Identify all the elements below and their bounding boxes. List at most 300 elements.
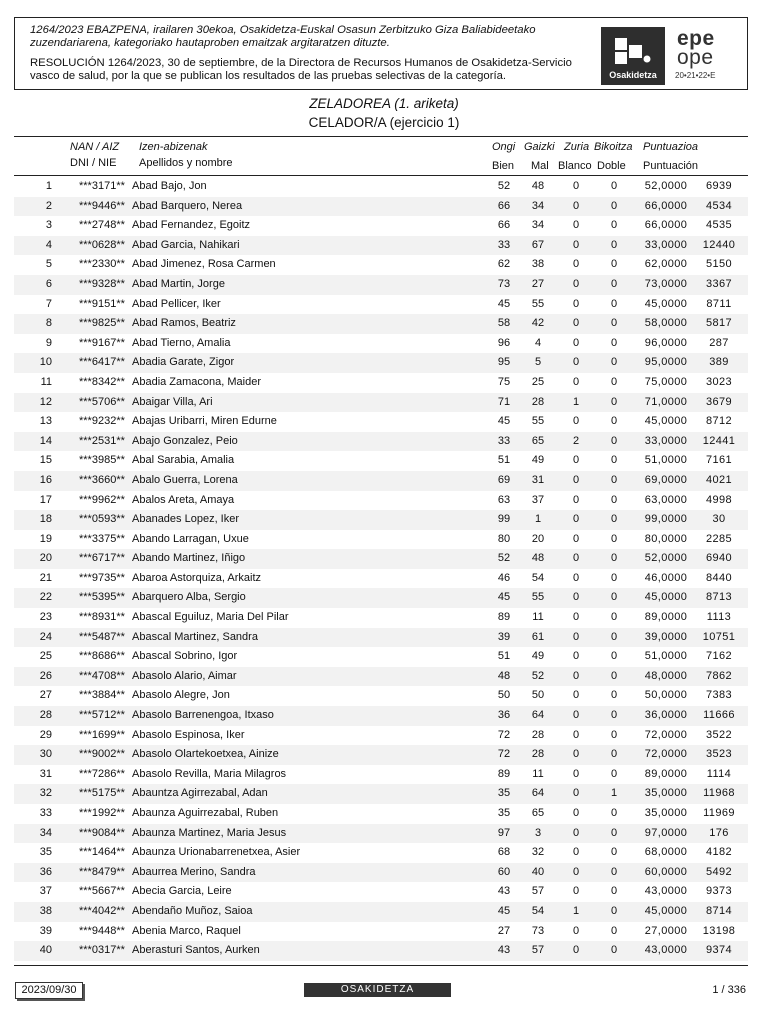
row-bien: 97 [497, 826, 511, 839]
row-name: Abasolo Alario, Aimar [132, 669, 237, 682]
row-name: Abaroa Astorquiza, Arkaitz [132, 571, 262, 584]
row-rank: 11666 [703, 709, 735, 722]
row-doble: 0 [610, 493, 618, 506]
row-number: 1 [45, 180, 52, 192]
table-row [14, 706, 748, 726]
results-table [14, 177, 748, 961]
row-bien: 35 [497, 787, 511, 800]
row-bien: 52 [497, 180, 511, 192]
row-blanco: 0 [572, 689, 580, 702]
row-doble: 0 [610, 434, 618, 447]
row-bien: 43 [497, 944, 511, 957]
row-number: 36 [39, 865, 52, 878]
row-number: 5 [45, 258, 52, 271]
row-name: Abasolo Revilla, Maria Milagros [132, 767, 287, 780]
row-number: 3 [45, 219, 52, 232]
row-blanco: 0 [572, 532, 580, 545]
row-doble: 0 [610, 630, 618, 643]
row-mal: 28 [531, 395, 545, 408]
row-doble: 0 [610, 669, 618, 682]
row-name: Abenia Marco, Raquel [132, 924, 241, 937]
osakidetza-logo [601, 27, 665, 85]
row-bien: 72 [497, 728, 511, 741]
row-mal: 28 [531, 728, 545, 741]
row-bien: 52 [497, 552, 511, 565]
row-dni: ***5395** [79, 591, 125, 604]
row-score: 80,0000 [644, 532, 688, 545]
table-row [14, 863, 748, 883]
col-header-punt-es: Puntuación [643, 160, 699, 172]
row-bien: 96 [497, 336, 511, 349]
row-mal: 28 [531, 748, 545, 761]
row-mal: 49 [531, 650, 545, 663]
row-blanco: 0 [572, 415, 580, 428]
row-number: 15 [39, 454, 52, 467]
row-blanco: 0 [572, 826, 580, 839]
row-doble: 0 [610, 219, 618, 232]
row-bien: 45 [497, 591, 511, 604]
row-bien: 66 [497, 199, 511, 212]
table-row [14, 647, 748, 667]
row-score: 89,0000 [644, 611, 688, 624]
row-mal: 25 [531, 375, 545, 388]
row-dni: ***9328** [79, 277, 125, 290]
row-name: Abanades Lopez, Iker [132, 513, 240, 526]
row-bien: 89 [497, 767, 511, 780]
row-mal: 55 [531, 297, 545, 310]
table-row [14, 373, 748, 393]
row-mal: 27 [531, 277, 545, 290]
row-blanco: 2 [572, 434, 580, 447]
row-score: 45,0000 [644, 904, 688, 917]
row-blanco: 0 [572, 513, 580, 526]
row-score: 33,0000 [644, 238, 688, 251]
row-dni: ***0593** [79, 513, 125, 526]
row-name: Abajas Uribarri, Miren Edurne [132, 415, 277, 428]
row-rank: 4998 [705, 493, 733, 506]
row-dni: ***5712** [79, 709, 125, 722]
page-title-eu: ZELADOREA (1. ariketa) [309, 96, 459, 111]
row-name: Abando Larragan, Uxue [132, 532, 249, 545]
row-number: 12 [39, 395, 52, 408]
row-bien: 45 [497, 415, 511, 428]
row-blanco: 0 [572, 493, 580, 506]
row-doble: 1 [610, 787, 618, 800]
table-row [14, 941, 748, 961]
row-rank: 6940 [705, 552, 733, 565]
row-blanco: 0 [572, 885, 580, 898]
row-blanco: 0 [572, 767, 580, 780]
row-dni: ***9151** [79, 297, 125, 310]
row-name: Abad Martin, Jorge [132, 277, 225, 290]
row-score: 63,0000 [644, 493, 688, 506]
row-rank: 12441 [702, 434, 736, 447]
row-doble: 0 [610, 885, 618, 898]
row-score: 89,0000 [644, 767, 688, 780]
row-name: Abasolo Alegre, Jon [132, 689, 230, 702]
row-dni: ***3884** [79, 689, 125, 702]
row-number: 22 [39, 591, 52, 604]
table-row [14, 353, 748, 373]
row-name: Abaunza Aguirrezabal, Ruben [132, 807, 279, 819]
row-rank: 1114 [706, 767, 732, 780]
table-row [14, 432, 748, 452]
row-name: Abascal Martinez, Sandra [132, 630, 258, 643]
row-rank: 7162 [705, 650, 733, 663]
table-row [14, 667, 748, 687]
row-score: 45,0000 [644, 415, 688, 428]
row-rank: 30 [712, 513, 726, 526]
row-doble: 0 [610, 689, 618, 702]
row-doble: 0 [610, 532, 618, 545]
row-name: Abauntza Agirrezabal, Adan [132, 787, 268, 800]
row-dni: ***6717** [79, 552, 125, 565]
col-header-punt-eu: Puntuazioa [643, 141, 699, 153]
row-blanco: 0 [572, 807, 580, 819]
row-blanco: 0 [572, 297, 580, 310]
row-doble: 0 [610, 650, 618, 663]
row-rank: 7161 [705, 454, 733, 467]
row-blanco: 0 [572, 317, 580, 330]
row-doble: 0 [610, 807, 618, 819]
row-blanco: 0 [572, 180, 580, 192]
row-number: 7 [45, 297, 52, 310]
table-row [14, 275, 748, 295]
row-dni: ***4042** [79, 904, 125, 917]
row-bien: 95 [497, 356, 511, 369]
row-blanco: 1 [572, 904, 580, 917]
row-number: 24 [39, 630, 52, 643]
row-rank: 3522 [705, 728, 733, 741]
table-row [14, 843, 748, 863]
row-score: 66,0000 [644, 199, 688, 212]
row-dni: ***3985** [79, 454, 125, 467]
row-blanco: 0 [572, 258, 580, 271]
row-dni: ***9446** [79, 199, 125, 212]
row-bien: 39 [497, 630, 511, 643]
row-name: Abad Jimenez, Rosa Carmen [132, 258, 276, 271]
row-number: 32 [39, 787, 52, 800]
column-header-divider [14, 175, 748, 176]
row-number: 40 [39, 944, 52, 957]
logo-area [601, 27, 737, 85]
row-mal: 61 [531, 630, 545, 643]
row-dni: ***4708** [79, 669, 125, 682]
row-rank: 287 [709, 336, 729, 349]
row-mal: 64 [531, 787, 545, 800]
row-score: 73,0000 [644, 277, 688, 290]
table-row [14, 608, 748, 628]
row-name: Abasolo Barrenengoa, Itxaso [132, 709, 274, 722]
row-blanco: 0 [572, 611, 580, 624]
row-doble: 0 [610, 865, 618, 878]
row-number: 11 [40, 375, 52, 388]
row-bien: 33 [497, 238, 511, 251]
row-mal: 52 [531, 669, 545, 682]
row-rank: 176 [709, 826, 729, 839]
row-score: 95,0000 [644, 356, 688, 369]
row-doble: 0 [610, 375, 618, 388]
table-row [14, 569, 748, 589]
row-blanco: 0 [572, 591, 580, 604]
row-dni: ***3660** [79, 473, 125, 486]
row-rank: 8712 [705, 415, 733, 428]
row-blanco: 0 [572, 356, 580, 369]
row-name: Abaurrea Merino, Sandra [132, 865, 256, 878]
col-header-blanco-eu: Zuria [564, 141, 590, 153]
epe-logo-line2: ope [677, 46, 714, 69]
row-mal: 57 [531, 944, 545, 957]
row-name: Abad Pellicer, Iker [132, 297, 221, 310]
row-score: 75,0000 [644, 375, 688, 388]
row-number: 14 [39, 434, 52, 447]
row-mal: 67 [531, 238, 545, 251]
row-bien: 68 [497, 846, 511, 859]
row-dni: ***3171** [79, 180, 125, 192]
row-number: 33 [39, 807, 52, 819]
table-row [14, 412, 748, 432]
row-bien: 45 [497, 297, 511, 310]
row-bien: 43 [497, 885, 511, 898]
row-bien: 36 [497, 709, 511, 722]
row-blanco: 0 [572, 277, 580, 290]
row-bien: 80 [497, 532, 511, 545]
row-dni: ***1699** [79, 728, 125, 741]
row-score: 46,0000 [644, 571, 688, 584]
row-doble: 0 [610, 336, 618, 349]
row-rank: 7862 [705, 669, 733, 682]
row-rank: 5492 [705, 865, 733, 878]
row-doble: 0 [610, 846, 618, 859]
row-score: 35,0000 [644, 807, 688, 819]
row-mal: 54 [531, 904, 545, 917]
row-score: 96,0000 [644, 336, 688, 349]
row-number: 6 [45, 277, 52, 290]
row-name: Abendaño Muñoz, Saioa [132, 904, 253, 917]
col-header-bien-es: Bien [492, 160, 515, 172]
row-score: 39,0000 [644, 630, 688, 643]
table-row [14, 197, 748, 217]
row-dni: ***2531** [79, 434, 125, 447]
row-name: Abascal Eguiluz, Maria Del Pilar [132, 611, 289, 624]
row-rank: 2285 [705, 532, 733, 545]
row-number: 28 [39, 709, 52, 722]
row-number: 2 [45, 199, 52, 212]
col-header-dni-es: DNI / NIE [70, 157, 117, 169]
row-rank: 8440 [705, 571, 733, 584]
row-blanco: 0 [572, 473, 580, 486]
row-dni: ***2748** [79, 219, 125, 232]
row-mal: 3 [534, 826, 542, 839]
row-rank: 13198 [702, 924, 736, 937]
row-score: 33,0000 [644, 434, 688, 447]
row-number: 19 [39, 532, 52, 545]
row-name: Abalos Areta, Amaya [132, 493, 235, 506]
row-score: 99,0000 [644, 513, 688, 526]
row-mal: 48 [531, 552, 545, 565]
footer-date: 2023/09/30 [15, 982, 83, 999]
row-rank: 10751 [702, 630, 736, 643]
row-mal: 31 [531, 473, 545, 486]
row-blanco: 0 [572, 630, 580, 643]
row-mal: 11 [532, 611, 544, 624]
row-dni: ***5706** [79, 395, 125, 408]
row-mal: 11 [532, 767, 544, 780]
row-mal: 32 [531, 846, 545, 859]
row-rank: 11968 [703, 787, 735, 800]
row-mal: 73 [531, 924, 545, 937]
row-blanco: 0 [572, 238, 580, 251]
table-row [14, 334, 748, 354]
row-bien: 51 [497, 650, 511, 663]
row-dni: ***9962** [79, 493, 125, 506]
row-name: Abecia Garcia, Leire [132, 885, 232, 898]
row-doble: 0 [610, 277, 618, 290]
row-dni: ***9735** [79, 571, 125, 584]
table-row [14, 824, 748, 844]
row-name: Abaunza Urionabarrenetxea, Asier [132, 846, 301, 859]
row-rank: 3523 [705, 748, 733, 761]
row-doble: 0 [610, 356, 618, 369]
row-score: 62,0000 [644, 258, 688, 271]
resolution-text-es: RESOLUCIÓN 1264/2023, 30 de septiembre, de la Directora de Recursos Humanos de Osakidetza-Servicio vasco de salud, por la que se publican los resultados de las pruebas selectivas de la categoría. [30, 56, 572, 82]
row-doble: 0 [610, 611, 618, 624]
table-row [14, 745, 748, 765]
row-bien: 58 [497, 317, 511, 330]
row-doble: 0 [610, 180, 618, 192]
row-number: 9 [45, 336, 52, 349]
row-mal: 64 [531, 709, 545, 722]
col-header-doble-es: Doble [597, 160, 626, 172]
row-name: Abasolo Espinosa, Iker [132, 728, 245, 741]
row-bien: 48 [497, 669, 511, 682]
row-doble: 0 [610, 924, 618, 937]
osakidetza-mark-icon [615, 36, 651, 64]
row-score: 36,0000 [644, 709, 688, 722]
row-blanco: 0 [572, 748, 580, 761]
table-row [14, 295, 748, 315]
row-mal: 49 [531, 454, 545, 467]
row-doble: 0 [610, 415, 618, 428]
row-mal: 57 [531, 885, 545, 898]
row-dni: ***9232** [79, 415, 125, 428]
row-blanco: 0 [572, 924, 580, 937]
row-score: 50,0000 [644, 689, 688, 702]
row-mal: 54 [531, 571, 545, 584]
row-score: 71,0000 [644, 395, 688, 408]
row-doble: 0 [610, 258, 618, 271]
row-name: Aberasturi Santos, Aurken [132, 944, 260, 957]
row-score: 97,0000 [644, 826, 688, 839]
row-number: 21 [39, 571, 52, 584]
row-number: 16 [39, 473, 52, 486]
table-row [14, 628, 748, 648]
row-dni: ***0317** [79, 944, 125, 957]
row-doble: 0 [610, 826, 618, 839]
row-rank: 4535 [705, 219, 733, 232]
row-doble: 0 [610, 904, 618, 917]
epe-logo-line1: epe [677, 27, 715, 50]
row-score: 45,0000 [644, 297, 688, 310]
row-name: Abascal Sobrino, Igor [132, 650, 238, 663]
row-bien: 73 [497, 277, 511, 290]
row-blanco: 0 [572, 944, 580, 957]
row-rank: 5150 [705, 258, 733, 271]
resolution-text-eu: 1264/2023 EBAZPENA, irailaren 30ekoa, Osakidetza-Euskal Osasun Zerbitzuko Giza Baliabideetako zuzendariarena, kategoriako hautaproben emaitzak argitaratzen dituzte. [30, 24, 536, 50]
row-dni: ***8686** [79, 650, 125, 663]
row-rank: 4534 [705, 199, 733, 212]
row-dni: ***8342** [79, 375, 125, 388]
row-blanco: 0 [572, 336, 580, 349]
row-number: 18 [39, 513, 52, 526]
row-number: 31 [39, 767, 52, 780]
row-score: 35,0000 [644, 787, 688, 800]
row-score: 51,0000 [644, 454, 688, 467]
epe-logo-years: 20•21•22•E [675, 71, 716, 80]
row-doble: 0 [610, 944, 618, 957]
table-row [14, 393, 748, 413]
row-number: 8 [45, 317, 52, 330]
row-blanco: 0 [572, 219, 580, 232]
row-dni: ***7286** [79, 767, 125, 780]
row-bien: 33 [497, 434, 511, 447]
row-doble: 0 [610, 473, 618, 486]
row-doble: 0 [610, 571, 618, 584]
table-row [14, 882, 748, 902]
resolution-header [14, 17, 748, 90]
row-score: 69,0000 [644, 473, 688, 486]
row-number: 38 [39, 904, 52, 917]
row-blanco: 0 [572, 375, 580, 388]
row-blanco: 0 [572, 199, 580, 212]
table-row [14, 765, 748, 785]
row-bien: 60 [497, 865, 511, 878]
row-bien: 69 [497, 473, 511, 486]
row-name: Abarquero Alba, Sergio [132, 591, 246, 604]
table-row [14, 686, 748, 706]
row-doble: 0 [610, 709, 618, 722]
epe-ope-logo [677, 29, 715, 67]
table-row [14, 922, 748, 942]
row-score: 66,0000 [644, 219, 688, 232]
row-number: 4 [45, 238, 52, 251]
row-blanco: 0 [572, 787, 580, 800]
row-dni: ***8931** [79, 611, 125, 624]
row-number: 29 [39, 728, 52, 741]
row-score: 51,0000 [644, 650, 688, 663]
row-name: Abad Ramos, Beatriz [132, 317, 236, 330]
table-row [14, 588, 748, 608]
row-mal: 34 [531, 219, 545, 232]
row-bien: 62 [497, 258, 511, 271]
row-rank: 6939 [705, 180, 733, 192]
row-rank: 8714 [705, 904, 733, 917]
col-header-doble-eu: Bikoitza [594, 141, 633, 153]
row-bien: 72 [497, 748, 511, 761]
row-doble: 0 [610, 317, 618, 330]
table-row [14, 530, 748, 550]
row-rank: 4021 [705, 473, 733, 486]
table-row [14, 784, 748, 804]
row-blanco: 0 [572, 454, 580, 467]
row-bien: 75 [497, 375, 511, 388]
row-score: 60,0000 [644, 865, 688, 878]
row-dni: ***0628** [79, 238, 125, 251]
row-bien: 45 [497, 904, 511, 917]
row-name: Abad Fernandez, Egoitz [132, 219, 251, 232]
row-doble: 0 [610, 748, 618, 761]
row-name: Abad Bajo, Jon [132, 180, 207, 192]
